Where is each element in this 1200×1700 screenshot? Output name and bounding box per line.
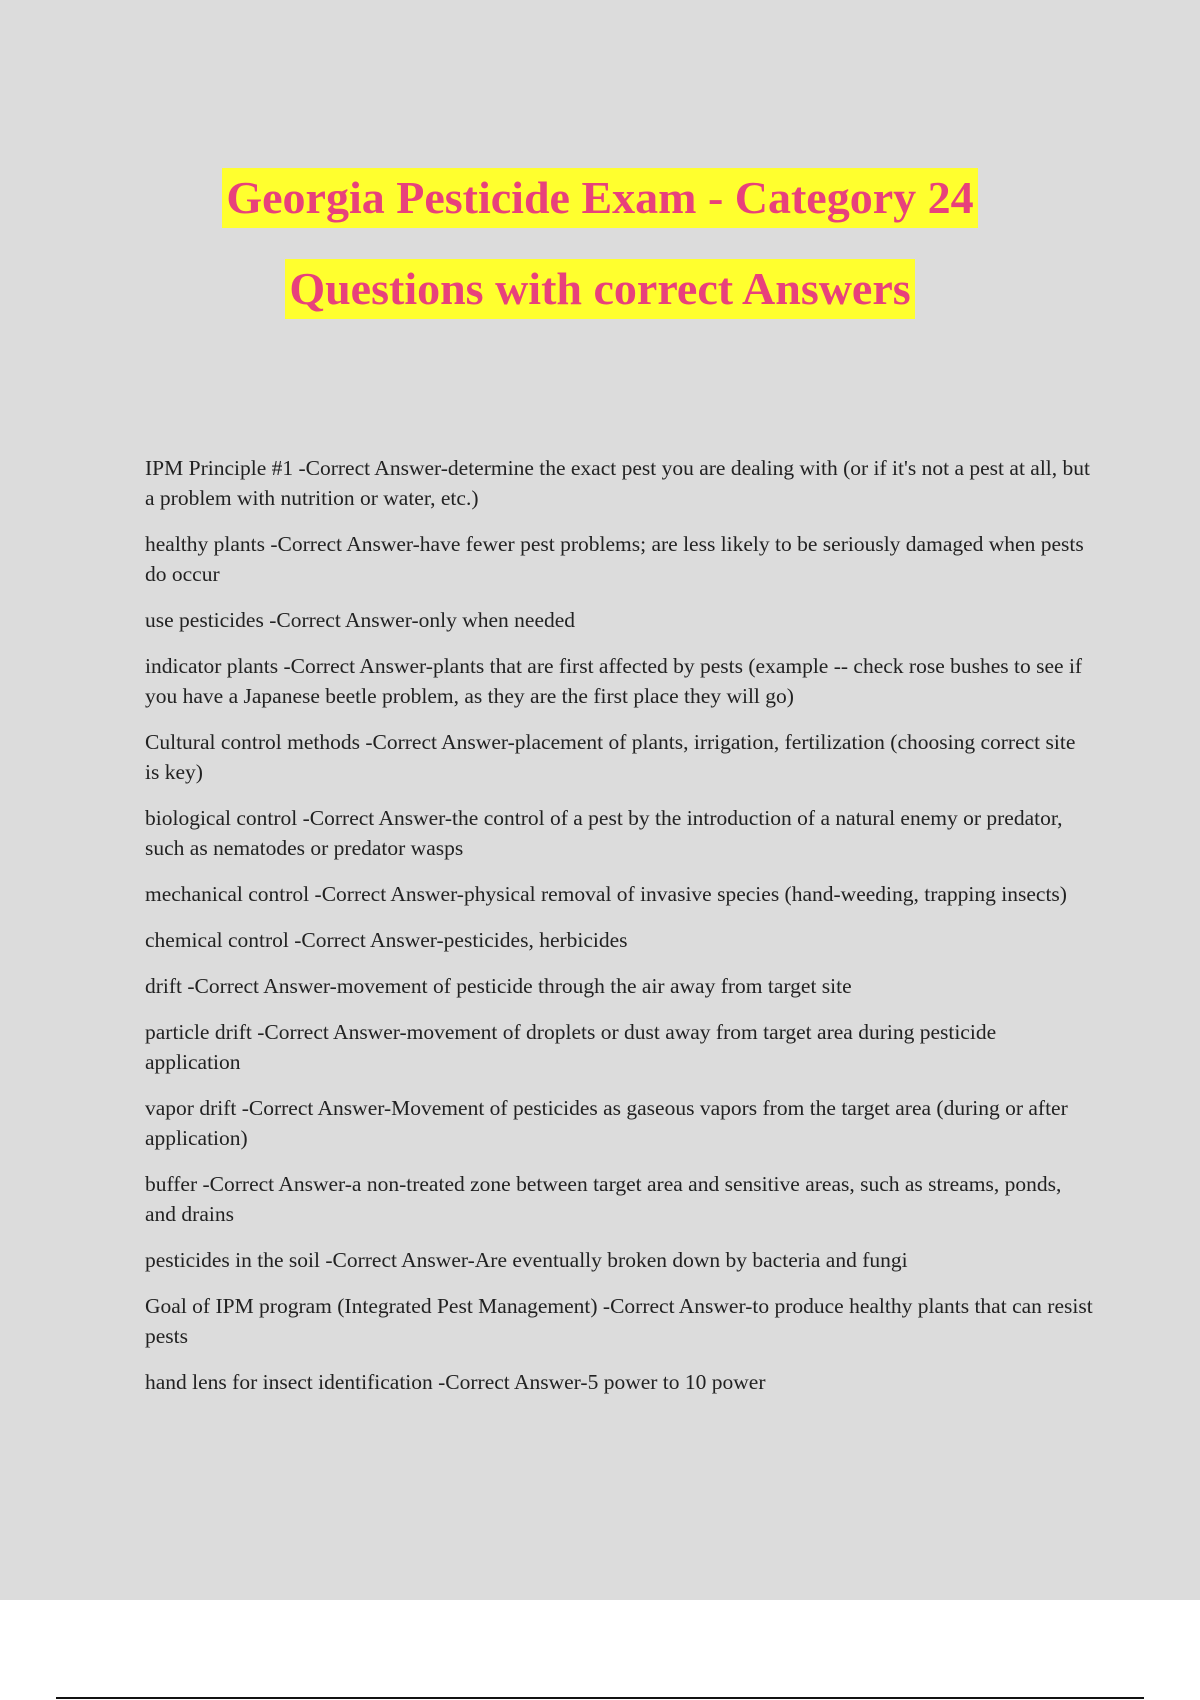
title-line-2: Questions with correct Answers (285, 259, 914, 319)
qa-list (145, 453, 1095, 1413)
qa-item: pesticides in the soil -Correct Answer-Are eventually broken down by bacteria and fungi (145, 1248, 908, 1272)
qa-item: chemical control -Correct Answer-pesticides, herbicides (145, 928, 628, 952)
qa-item: mechanical control -Correct Answer-physical removal of invasive species (hand-weeding, trapping insects) (145, 882, 1067, 906)
title-line-1: Georgia Pesticide Exam - Category 24 (222, 168, 977, 228)
qa-item: use pesticides -Correct Answer-only when needed (145, 608, 576, 632)
qa-item: IPM Principle #1 -Correct Answer-determine the exact pest you are dealing with (or if it's not a pest at all, but a problem with nutrition or water, etc.) (145, 456, 1091, 510)
qa-item: healthy plants -Correct Answer-have fewer pest problems; are less likely to be seriously damaged when pests do occur (145, 532, 1084, 586)
qa-item: particle drift -Correct Answer-movement of droplets or dust away from target area during pesticide application (145, 1020, 997, 1074)
qa-item: Goal of IPM program (Integrated Pest Management) -Correct Answer-to produce healthy plants that can resist pests (145, 1294, 1093, 1348)
title-block (0, 168, 1200, 350)
footer-divider (56, 1697, 1144, 1699)
qa-item: Cultural control methods -Correct Answer-placement of plants, irrigation, fertilization (choosing correct site is key) (145, 730, 1076, 784)
qa-item: hand lens for insect identification -Correct Answer-5 power to 10 power (145, 1370, 766, 1394)
qa-item: buffer -Correct Answer-a non-treated zone between target area and sensitive areas, such as streams, ponds, and drains (145, 1172, 1062, 1226)
qa-item: biological control -Correct Answer-the control of a pest by the introduction of a natural enemy or predator, such as nematodes or predator wasps (145, 806, 1063, 860)
qa-item: indicator plants -Correct Answer-plants that are first affected by pests (example -- check rose bushes to see if you have a Japanese beetle problem, as they are the first place they will go) (145, 654, 1083, 708)
qa-item: drift -Correct Answer-movement of pesticide through the air away from target site (145, 974, 852, 998)
qa-item: vapor drift -Correct Answer-Movement of pesticides as gaseous vapors from the target area (during or after application) (145, 1096, 1068, 1150)
